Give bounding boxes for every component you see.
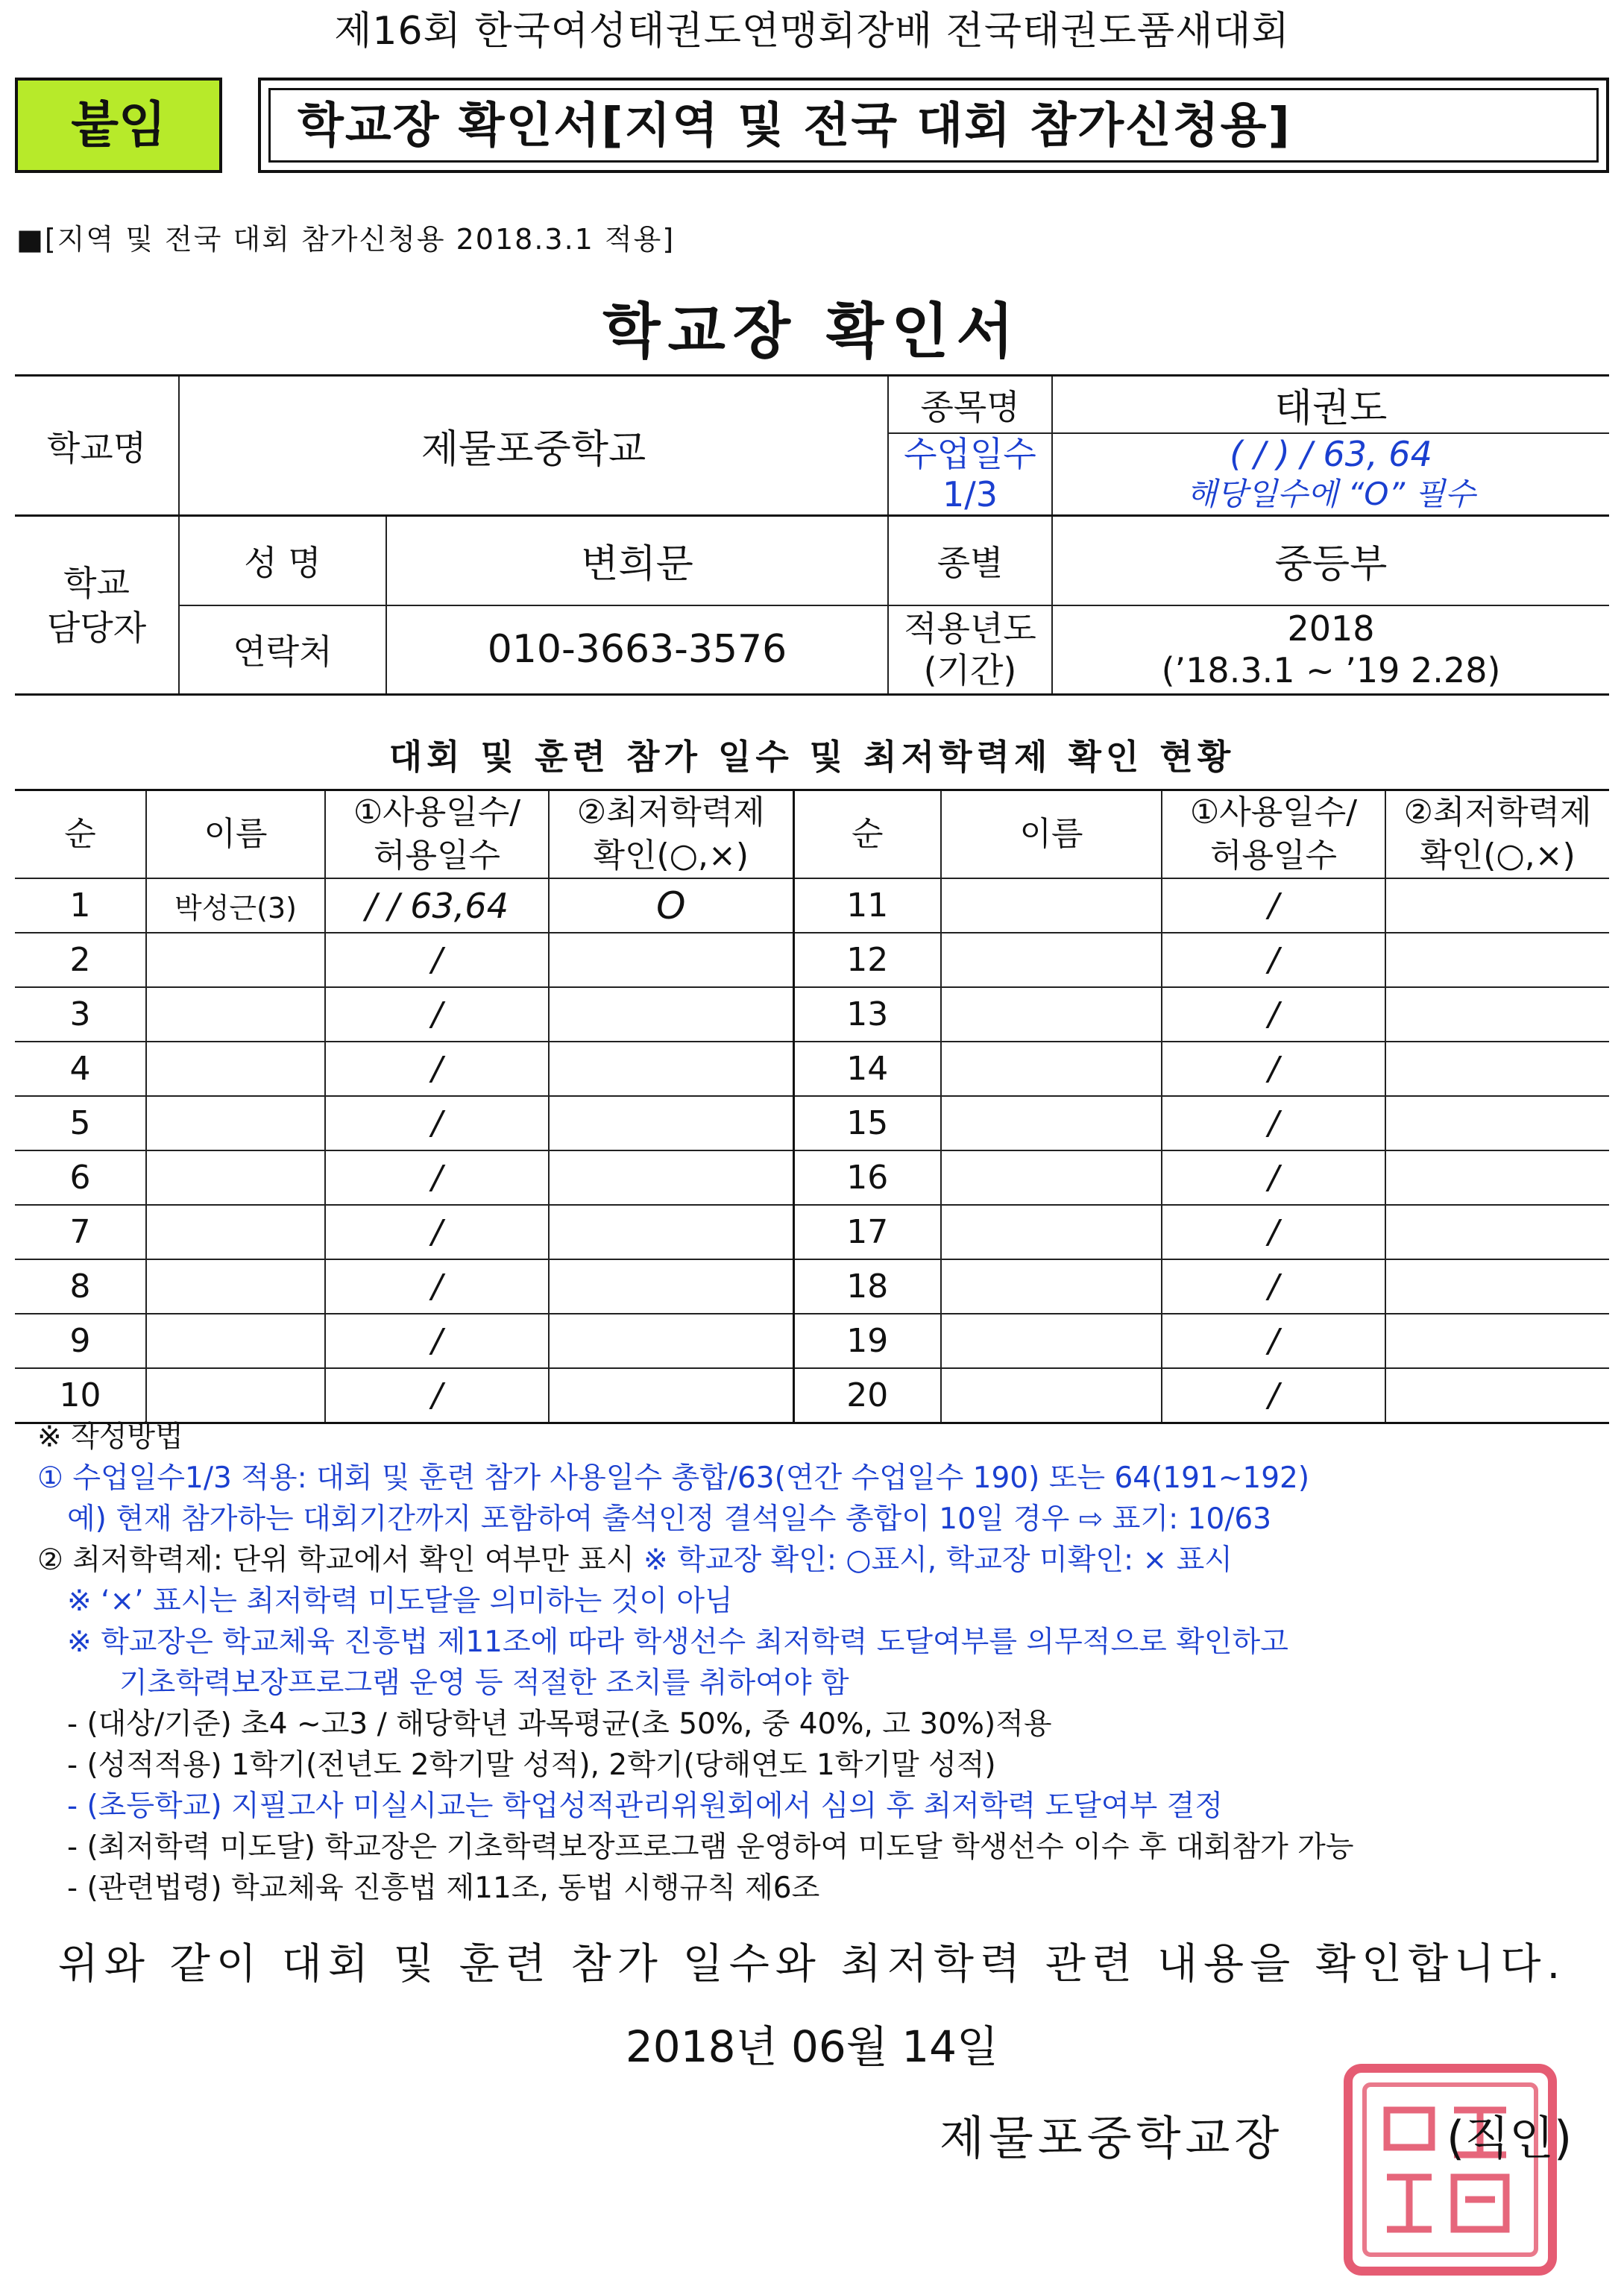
row-check — [1385, 1259, 1609, 1314]
school-label: 학교명 — [15, 376, 179, 516]
table-row — [15, 1150, 1609, 1205]
year-label-line2: (기간) — [923, 650, 1017, 691]
row-no: 1 — [15, 878, 146, 933]
row-name — [146, 987, 325, 1042]
header-no-right: 순 — [793, 790, 941, 879]
row-check — [549, 1205, 793, 1259]
row-check — [1385, 1314, 1609, 1368]
days-note: 해당일수에 “O” 필수 — [1186, 476, 1476, 512]
manager-label-line1: 학교 — [63, 562, 130, 603]
row-no: 16 — [793, 1150, 941, 1205]
row-no: 12 — [793, 933, 941, 987]
row-days: / — [325, 1150, 549, 1205]
row-no: 11 — [793, 878, 941, 933]
instruction-line: - (성적적용) 1학기(전년도 2학기말 성적), 2학기(당해연도 1학기말 성적) — [67, 1748, 996, 1782]
row-no: 5 — [15, 1096, 146, 1150]
name-value: 변희문 — [386, 516, 888, 605]
row-check — [549, 1314, 793, 1368]
instruction-line: - (최저학력 미도달) 학교장은 기초학력보장프로그램 운영하여 미도달 학생선수 이수 후 대회참가 가능 — [67, 1830, 1354, 1864]
seal-label: (직인) — [1447, 2111, 1573, 2165]
row-no: 7 — [15, 1205, 146, 1259]
info-table — [15, 374, 1609, 696]
row-name — [146, 1368, 325, 1423]
header-days-left-line1: ①사용일수/ — [353, 793, 521, 831]
table-row — [15, 1314, 1609, 1368]
row-days: / — [325, 1259, 549, 1314]
row-days: / — [1162, 878, 1385, 933]
row-name: 박성근(3) — [146, 878, 325, 933]
row-days: / — [1162, 933, 1385, 987]
school-value: 제물포중학교 — [179, 376, 888, 516]
row-check — [549, 933, 793, 987]
days-label-line1: 수업일수 — [904, 434, 1036, 474]
table-row — [15, 1042, 1609, 1096]
header-days-left — [325, 790, 549, 879]
row-no: 19 — [793, 1314, 941, 1368]
header-days-right-line1: ①사용일수/ — [1189, 793, 1358, 831]
row-name — [941, 1368, 1162, 1423]
table-row — [15, 878, 1609, 933]
event-title: 제16회 한국여성태권도연맹회장배 전국태권도품새대회 — [334, 9, 1290, 54]
notice-text: ■[지역 및 전국 대회 참가신청용 2018.3.1 적용] — [16, 223, 676, 256]
row-days: / — [1162, 1042, 1385, 1096]
row-days: / — [1162, 987, 1385, 1042]
instruction-line: - (관련법령) 학교체육 진흥법 제11조, 동법 시행규칙 제6조 — [67, 1871, 820, 1905]
row-name — [146, 1259, 325, 1314]
row-name — [941, 1096, 1162, 1150]
row-check — [1385, 1096, 1609, 1150]
row-no: 18 — [793, 1259, 941, 1314]
row-days: / / 63,64 — [325, 878, 549, 933]
header-check-left — [549, 790, 793, 879]
row-days: / — [325, 1368, 549, 1423]
year-label-line1: 적용년도 — [904, 608, 1036, 649]
document-date: 2018년 06월 14일 — [625, 2021, 999, 2072]
row-days: / — [1162, 1150, 1385, 1205]
row-check — [549, 1259, 793, 1314]
row-days: / — [1162, 1259, 1385, 1314]
instructions-title: ※ 작성방법 — [37, 1420, 183, 1454]
row-no: 3 — [15, 987, 146, 1042]
header-check-right — [1385, 790, 1609, 879]
row-no: 10 — [15, 1368, 146, 1423]
row-name — [941, 1314, 1162, 1368]
row-name — [941, 987, 1162, 1042]
row-name — [146, 1096, 325, 1150]
attendance-table — [15, 789, 1609, 1424]
row-days: / — [1162, 1368, 1385, 1423]
row-name — [941, 1259, 1162, 1314]
days-value: ( / ) / 63, 64 — [1230, 434, 1432, 474]
row-check — [1385, 1150, 1609, 1205]
row-no: 13 — [793, 987, 941, 1042]
manager-label — [15, 516, 179, 695]
instruction-line: ① 수업일수1/3 적용: 대회 및 훈련 참가 사용일수 총합/63(연간 수업일수 190) 또는 64(191~192) — [37, 1461, 1310, 1495]
table-row — [15, 1096, 1609, 1150]
row-no: 20 — [793, 1368, 941, 1423]
header-name-left: 이름 — [146, 790, 325, 879]
row-days: / — [325, 1042, 549, 1096]
row-name — [941, 1150, 1162, 1205]
row-check — [1385, 878, 1609, 933]
contact-value: 010-3663-3576 — [386, 605, 888, 695]
name-label: 성 명 — [179, 516, 386, 605]
row-days: / — [325, 1096, 549, 1150]
row-name — [146, 1314, 325, 1368]
row-check — [549, 987, 793, 1042]
row-check — [1385, 933, 1609, 987]
year-value-line2: (’18.3.1 ~ ’19 2.28) — [1161, 650, 1501, 691]
header-days-right-line2: 허용일수 — [1209, 837, 1337, 875]
header-check-left-line2: 확인(○,×) — [593, 837, 749, 875]
row-check: O — [549, 878, 793, 933]
row-no: 4 — [15, 1042, 146, 1096]
row-no: 8 — [15, 1259, 146, 1314]
row-name — [146, 1150, 325, 1205]
manager-label-line2: 담당자 — [46, 607, 147, 648]
table-row — [15, 933, 1609, 987]
row-no: 17 — [793, 1205, 941, 1259]
table-row — [15, 987, 1609, 1042]
confirm-statement: 위와 같이 대회 및 훈련 참가 일수와 최저학력 관련 내용을 확인합니다. — [57, 1940, 1567, 1989]
header-name-right: 이름 — [941, 790, 1162, 879]
table-row — [15, 1368, 1609, 1423]
instruction-line: ※ 학교장은 학교체육 진흥법 제11조에 따라 학생선수 최저학력 도달여부를 의무적으로 확인하고 — [67, 1625, 1288, 1659]
row-days: / — [325, 987, 549, 1042]
instruction-line: ※ ‘×’ 표시는 최저학력 미도달을 의미하는 것이 아님 — [67, 1584, 733, 1618]
row-check — [1385, 1205, 1609, 1259]
row-no: 6 — [15, 1150, 146, 1205]
days-value-cell — [1052, 433, 1609, 516]
row-check — [1385, 1042, 1609, 1096]
row-check — [1385, 1368, 1609, 1423]
instruction-line-part: ※ 학교장 확인: ○표시, 학교장 미확인: × 표시 — [643, 1543, 1233, 1577]
row-name — [146, 933, 325, 987]
row-days: / — [325, 1314, 549, 1368]
row-name — [941, 878, 1162, 933]
event-value: 태권도 — [1052, 376, 1609, 434]
table-row — [15, 1205, 1609, 1259]
instruction-line — [37, 1540, 1611, 1581]
category-label: 종별 — [888, 516, 1052, 605]
row-check — [549, 1368, 793, 1423]
instructions — [37, 1417, 1611, 1909]
instruction-line: - (대상/기준) 초4 ~고3 / 해당학년 과목평균(초 50%, 중 40%, 고 30%)적용 — [67, 1707, 1052, 1741]
row-days: / — [325, 933, 549, 987]
header-no-left: 순 — [15, 790, 146, 879]
row-check — [549, 1096, 793, 1150]
heading-text: 학교장 확인서[지역 및 전국 대회 참가신청용] — [268, 88, 1599, 163]
instruction-line: 기초학력보장프로그램 운영 등 적절한 조치를 취하여야 함 — [119, 1666, 849, 1700]
principal-title: 제물포중학교장 — [940, 2111, 1284, 2165]
row-check — [1385, 987, 1609, 1042]
header-days-right — [1162, 790, 1385, 879]
row-name — [146, 1042, 325, 1096]
header-check-right-line1: ②최저학력제 — [1403, 793, 1592, 831]
row-name — [146, 1205, 325, 1259]
contact-label: 연락처 — [179, 605, 386, 695]
row-check — [549, 1042, 793, 1096]
days-label — [888, 433, 1052, 516]
row-name — [941, 1205, 1162, 1259]
days-label-line2: 1/3 — [942, 474, 998, 514]
instruction-line: 예) 현재 참가하는 대회기간까지 포함하여 출석인정 결석일수 총합이 10일 경우 ⇨ 표기: 10/63 — [67, 1502, 1272, 1536]
row-no: 15 — [793, 1096, 941, 1150]
year-value-line1: 2018 — [1287, 608, 1375, 649]
instruction-line-part: ② 최저학력제: 단위 학교에서 확인 여부만 표시 — [37, 1543, 635, 1577]
document-title: 학교장 확인서 — [602, 297, 1022, 366]
year-label — [888, 605, 1052, 695]
row-name — [941, 933, 1162, 987]
heading-box — [258, 78, 1609, 173]
category-value: 중등부 — [1052, 516, 1609, 605]
seal-stamp-icon — [1335, 2058, 1566, 2282]
row-days: / — [1162, 1205, 1385, 1259]
attachment-badge: 붙임 — [15, 78, 222, 173]
row-days: / — [1162, 1096, 1385, 1150]
row-days: / — [1162, 1314, 1385, 1368]
row-no: 2 — [15, 933, 146, 987]
header-check-right-line2: 확인(○,×) — [1420, 837, 1576, 875]
instruction-line: - (초등학교) 지필고사 미실시교는 학업성적관리위원회에서 심의 후 최저학력 도달여부 결정 — [67, 1789, 1224, 1823]
table-row — [15, 1259, 1609, 1314]
section-title: 대회 및 훈련 참가 일수 및 최저학력제 확인 현황 — [388, 737, 1236, 777]
row-days: / — [325, 1205, 549, 1259]
row-no: 9 — [15, 1314, 146, 1368]
header-check-left-line1: ②최저학력제 — [576, 793, 765, 831]
year-value — [1052, 605, 1609, 695]
header-days-left-line2: 허용일수 — [373, 837, 500, 875]
row-no: 14 — [793, 1042, 941, 1096]
event-label: 종목명 — [888, 376, 1052, 434]
row-check — [549, 1150, 793, 1205]
row-name — [941, 1042, 1162, 1096]
